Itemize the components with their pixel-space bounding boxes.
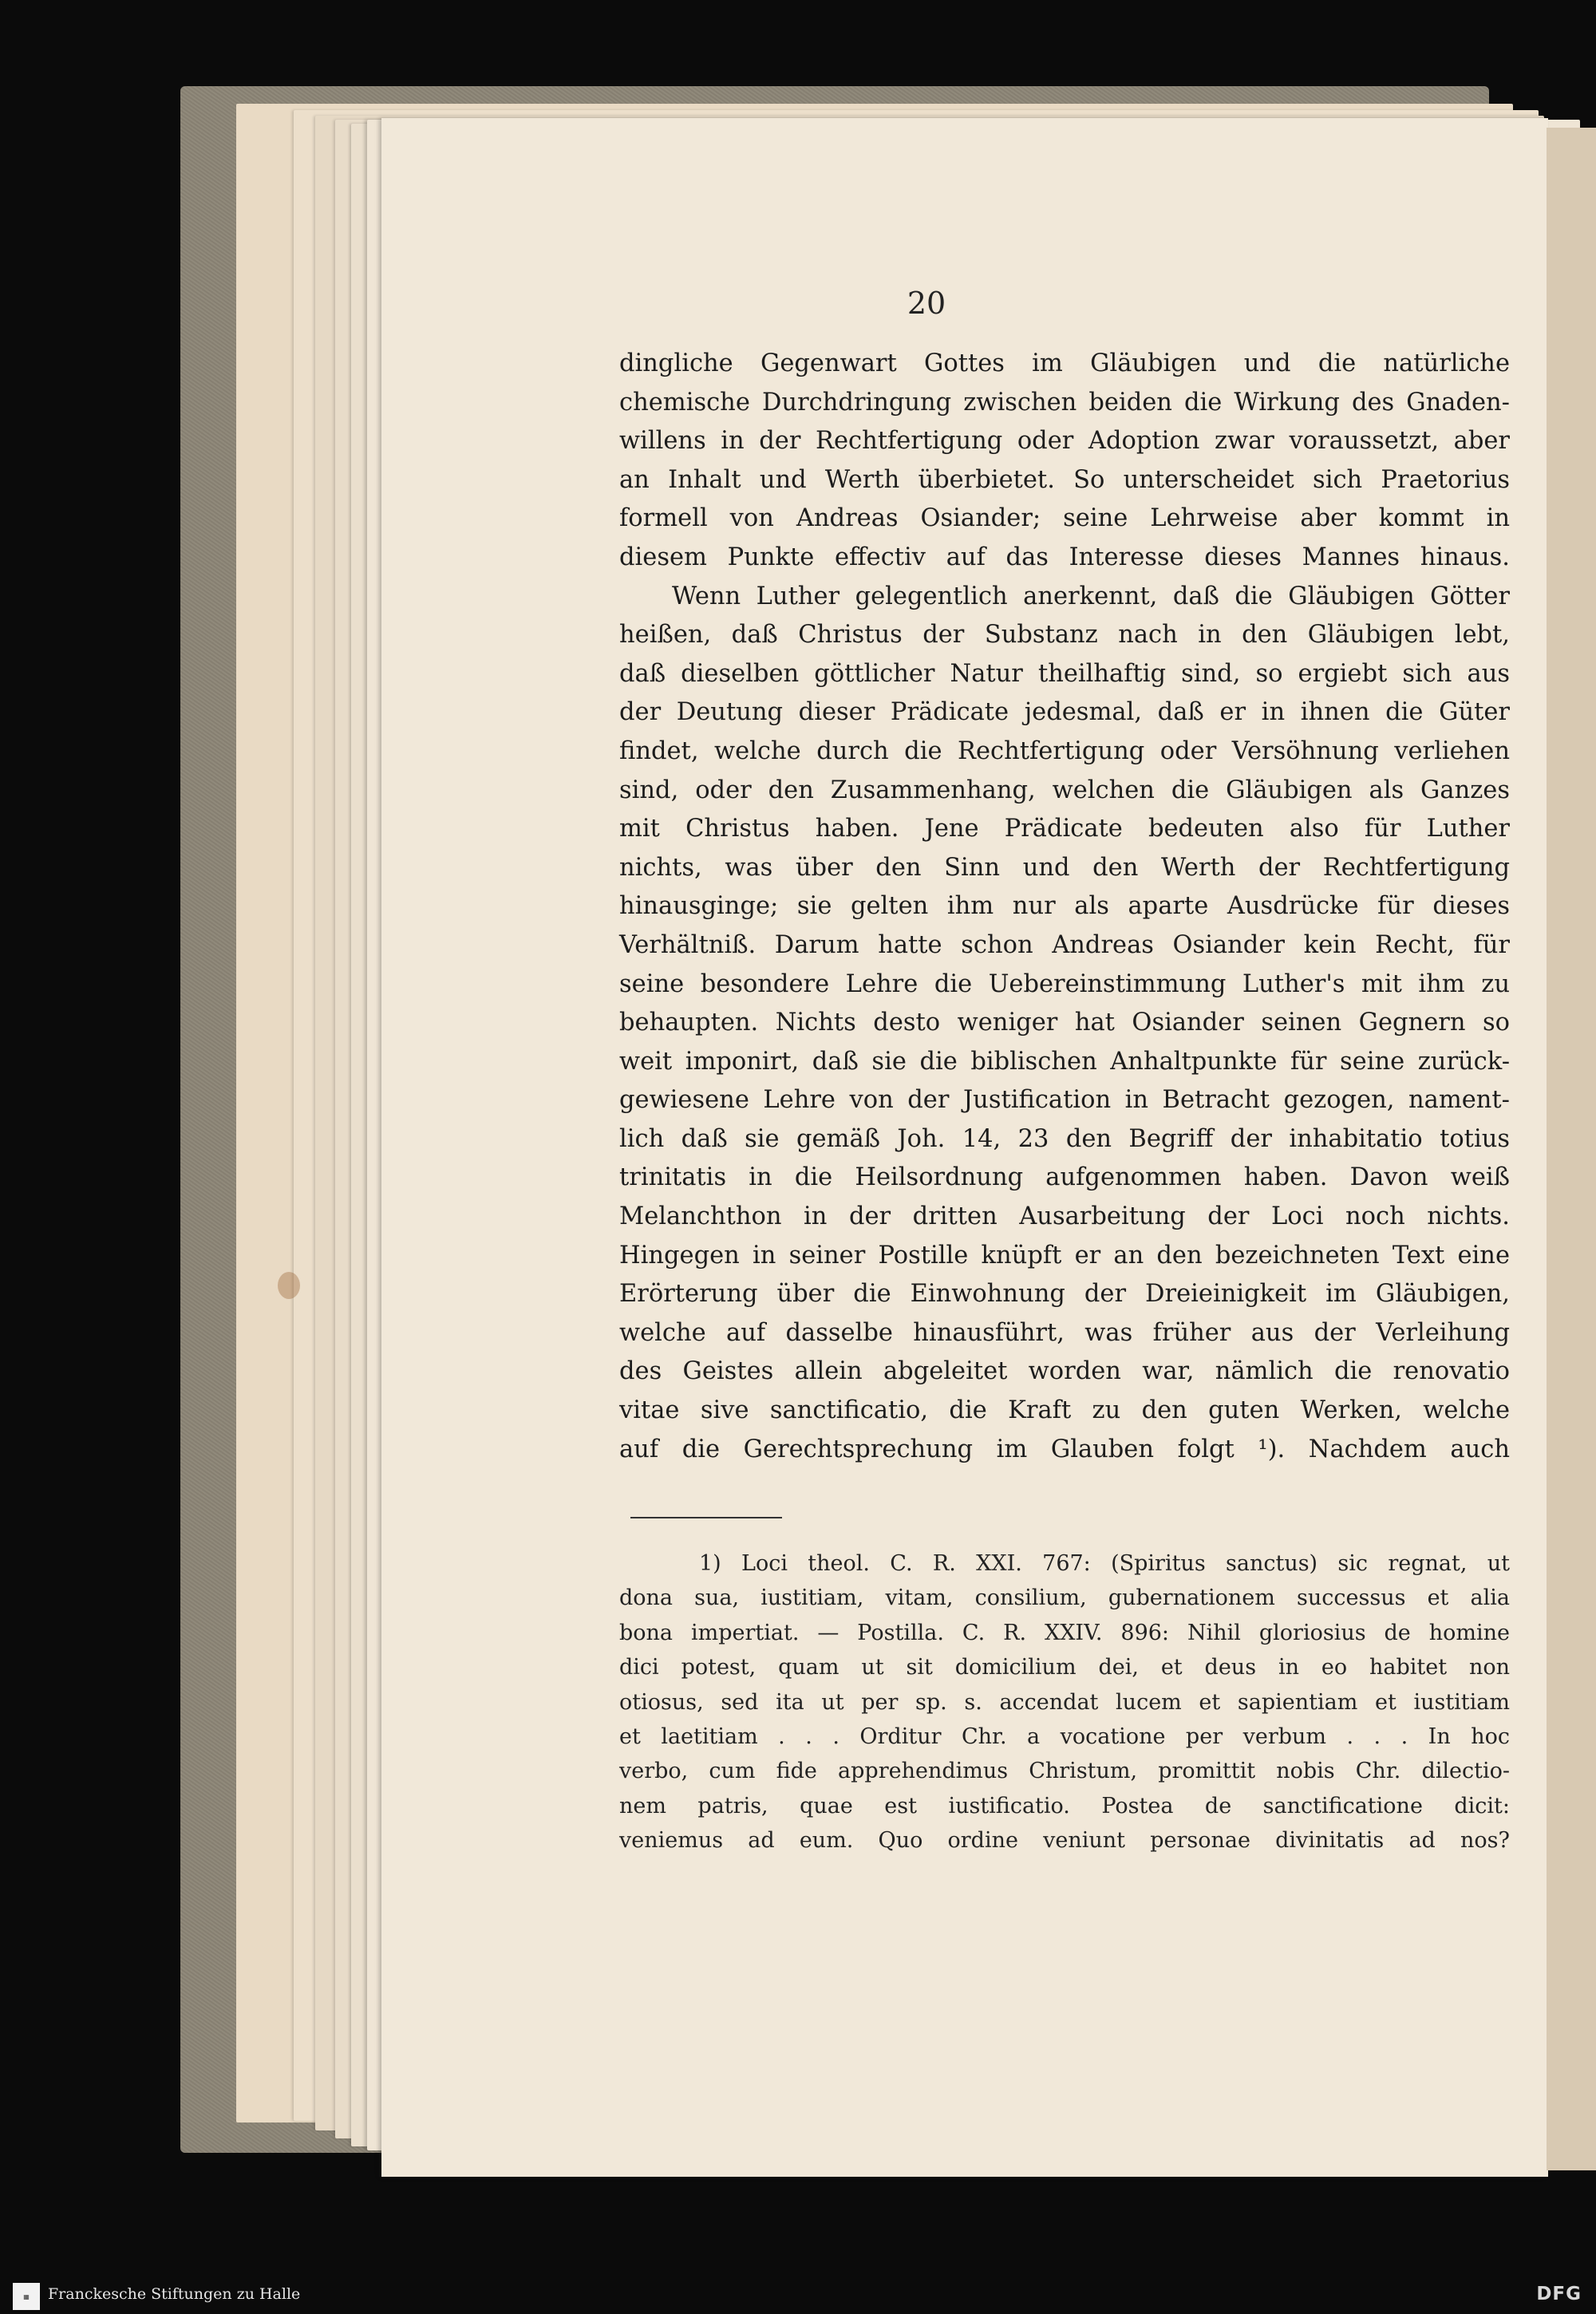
text-line: gewiesene Lehre von der Justification in Betracht gezogen, nament- [619, 1086, 1510, 1115]
text-line: diesem Punkte effectiv auf das Interesse dieses Mannes hinaus. [619, 543, 1510, 571]
footnote [619, 1546, 1510, 1858]
footnote-line: bona impertiat. — Postilla. C. R. XXIV. 896: Nihil gloriosius de homine [619, 1620, 1510, 1645]
text-line: Erörterung über die Einwohnung der Dreieinigkeit im Gläubigen, [619, 1280, 1510, 1309]
text-line: trinitatis in die Heilsordnung aufgenommen haben. Davon weiß [619, 1163, 1510, 1192]
footnote-line: 1) Loci theol. C. R. XXI. 767: (Spiritus sanctus) sic regnat, ut [699, 1551, 1510, 1576]
text-line: seine besondere Lehre die Uebereinstimmung Luther's mit ihm zu [619, 969, 1510, 998]
footnote-line: veniemus ad eum. Quo ordine veniunt personae divinitatis ad nos? [619, 1828, 1510, 1854]
paper-stain [278, 1272, 300, 1299]
text-line: welche auf dasselbe hinausführt, was früher aus der Verleihung [619, 1318, 1510, 1347]
text-line: mit Christus haben. Jene Prädicate bedeuten also für Luther [619, 815, 1510, 843]
text-line: chemische Durchdringung zwischen beiden die Wirkung des Gnaden- [619, 388, 1510, 417]
text-line: an Inhalt und Werth überbietet. So unterscheidet sich Praetorius [619, 465, 1510, 494]
footnote-line: nem patris, quae est iustificatio. Postea de sanctificatione dicit: [619, 1793, 1510, 1818]
footer-institution-name: Franckesche Stiftungen zu Halle [48, 2285, 301, 2303]
dfg-logo: DFG [1536, 2284, 1582, 2304]
footnote-line: dona sua, iustitiam, vitam, consilium, gubernationem successus et alia [619, 1585, 1510, 1611]
text-line: der Deutung dieser Prädicate jedesmal, daß er in ihnen die Güter [619, 698, 1510, 727]
text-line: Verhältniß. Darum hatte schon Andreas Osiander kein Recht, für [619, 930, 1510, 959]
text-line: hinausginge; sie gelten ihm nur als aparte Ausdrücke für dieses [619, 892, 1510, 921]
text-line: Melanchthon in der dritten Ausarbeitung der Loci noch nichts. [619, 1202, 1510, 1231]
text-line: behaupten. Nichts desto weniger hat Osiander seinen Gegnern so [619, 1009, 1510, 1037]
text-line: dingliche Gegenwart Gottes im Gläubigen und die natürliche [619, 349, 1510, 377]
text-line: heißen, daß Christus der Substanz nach in den Gläubigen lebt, [619, 621, 1510, 650]
footnote-line: dici potest, quam ut sit domicilium dei, et deus in eo habitet non [619, 1655, 1510, 1680]
text-line: vitae sive sanctificatio, die Kraft zu den guten Werken, welche [619, 1396, 1510, 1425]
text-line: nichts, was über den Sinn und den Werth der Rechtfertigung [619, 853, 1510, 882]
footnote-line: otiosus, sed ita ut per sp. s. accendat lucem et sapientiam et iustitiam [619, 1689, 1510, 1715]
text-line: auf die Gerechtsprechung im Glauben folgt ¹). Nachdem auch [619, 1435, 1510, 1463]
body-text [619, 345, 1510, 1469]
text-line: weit imponirt, daß sie die biblischen Anhaltpunkte für seine zurück- [619, 1047, 1510, 1076]
text-line: des Geistes allein abgeleitet worden war, nämlich die renovatio [619, 1357, 1510, 1386]
footnote-line: verbo, cum fide apprehendimus Christum, promittit nobis Chr. dilectio- [619, 1759, 1510, 1784]
text-line: lich daß sie gemäß Joh. 14, 23 den Begriff der inhabitatio totius [619, 1124, 1510, 1153]
text-line: Wenn Luther gelegentlich anerkennt, daß die Gläubigen Götter [672, 582, 1510, 610]
text-line: findet, welche durch die Rechtfertigung oder Versöhnung verliehen [619, 736, 1510, 765]
text-line: Hingegen in seiner Postille knüpft er an den bezeichneten Text eine [619, 1241, 1510, 1270]
institution-logo-icon: ▦ [13, 2283, 40, 2310]
footnote-separator [630, 1517, 782, 1518]
page-number: 20 [907, 286, 946, 321]
footnote-line: et laetitiam . . . Orditur Chr. a vocatione per verbum . . . In hoc [619, 1724, 1510, 1750]
page-edge [1547, 128, 1596, 2170]
text-line: willens in der Rechtfertigung oder Adoption zwar voraussetzt, aber [619, 427, 1510, 456]
text-line: daß dieselben göttlicher Natur theilhaftig sind, so ergiebt sich aus [619, 659, 1510, 688]
text-line: sind, oder den Zusammenhang, welchen die Gläubigen als Ganzes [619, 776, 1510, 804]
text-line: formell von Andreas Osiander; seine Lehrweise aber kommt in [619, 504, 1510, 533]
